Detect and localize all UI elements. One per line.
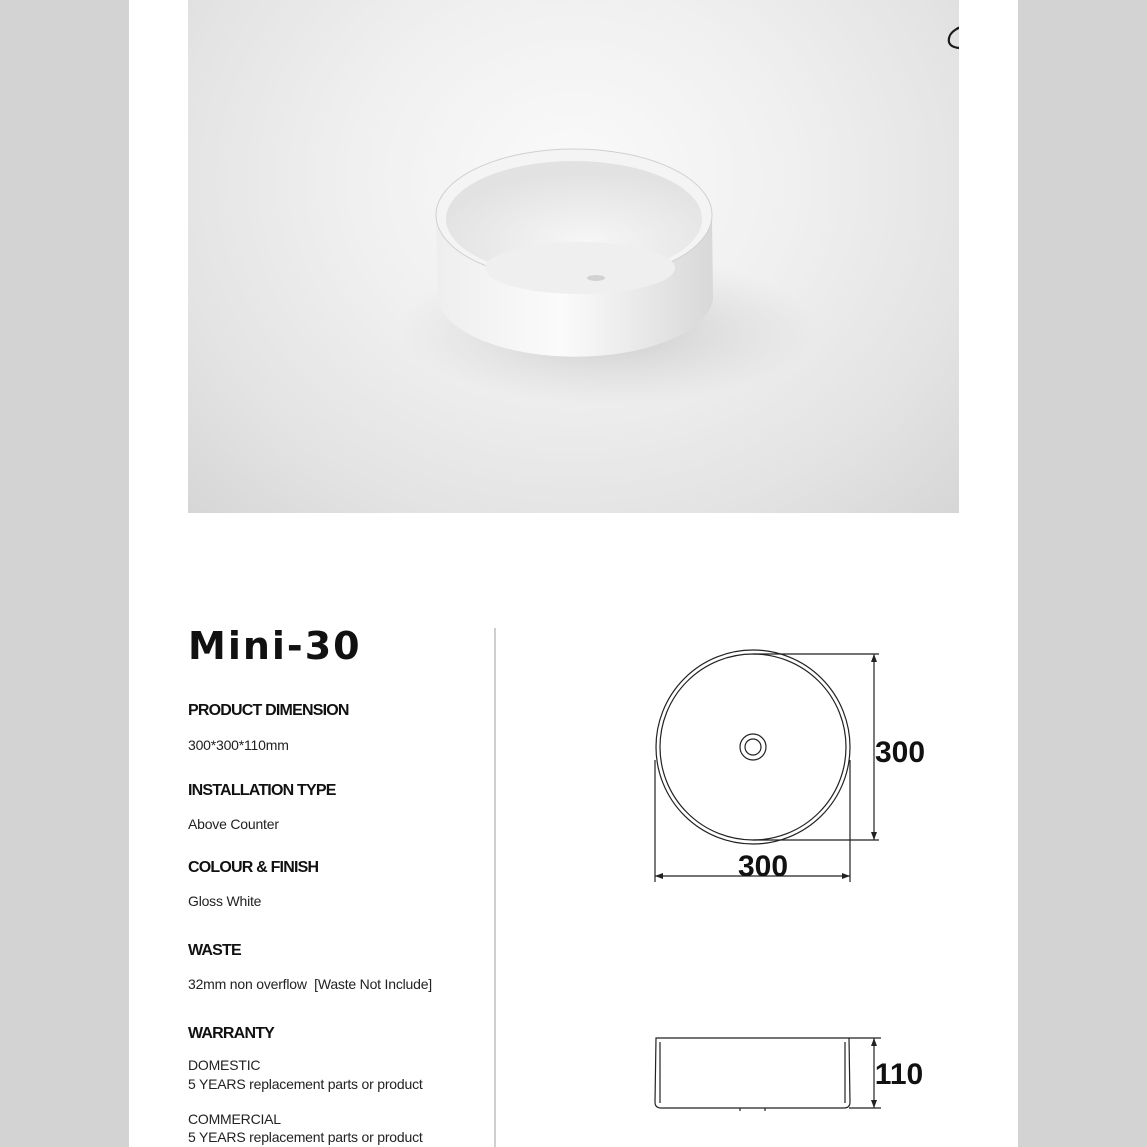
top-view-width-label: 300 <box>737 850 789 883</box>
side-view-height-label: 110 <box>874 1058 924 1091</box>
warranty-commercial-label: COMMERCIAL <box>188 1111 281 1127</box>
top-view-depth-label: 300 <box>874 736 926 769</box>
top-view-drawing <box>655 650 879 882</box>
spec-sheet-page <box>129 0 1018 1147</box>
warranty-heading: WARRANTY <box>188 1025 275 1042</box>
warranty-domestic-label: DOMESTIC <box>188 1057 261 1073</box>
product-title: Mini-30 <box>188 624 362 668</box>
installation-value: Above Counter <box>188 816 279 832</box>
waste-heading: WASTE <box>188 942 241 959</box>
finish-value: Gloss White <box>188 893 262 909</box>
dimension-heading: PRODUCT DIMENSION <box>188 702 349 719</box>
installation-heading: INSTALLATION TYPE <box>188 782 336 799</box>
finish-heading: COLOUR & FINISH <box>188 859 319 876</box>
waste-value: 32mm non overflow [Waste Not Include] <box>188 976 432 992</box>
warranty-domestic-value: 5 YEARS replacement parts or product <box>188 1076 423 1092</box>
technical-drawing <box>129 0 1018 1147</box>
side-view-drawing <box>655 1038 881 1111</box>
warranty-commercial-value: 5 YEARS replacement parts or product <box>188 1129 423 1145</box>
dimension-value: 300*300*110mm <box>188 737 289 753</box>
